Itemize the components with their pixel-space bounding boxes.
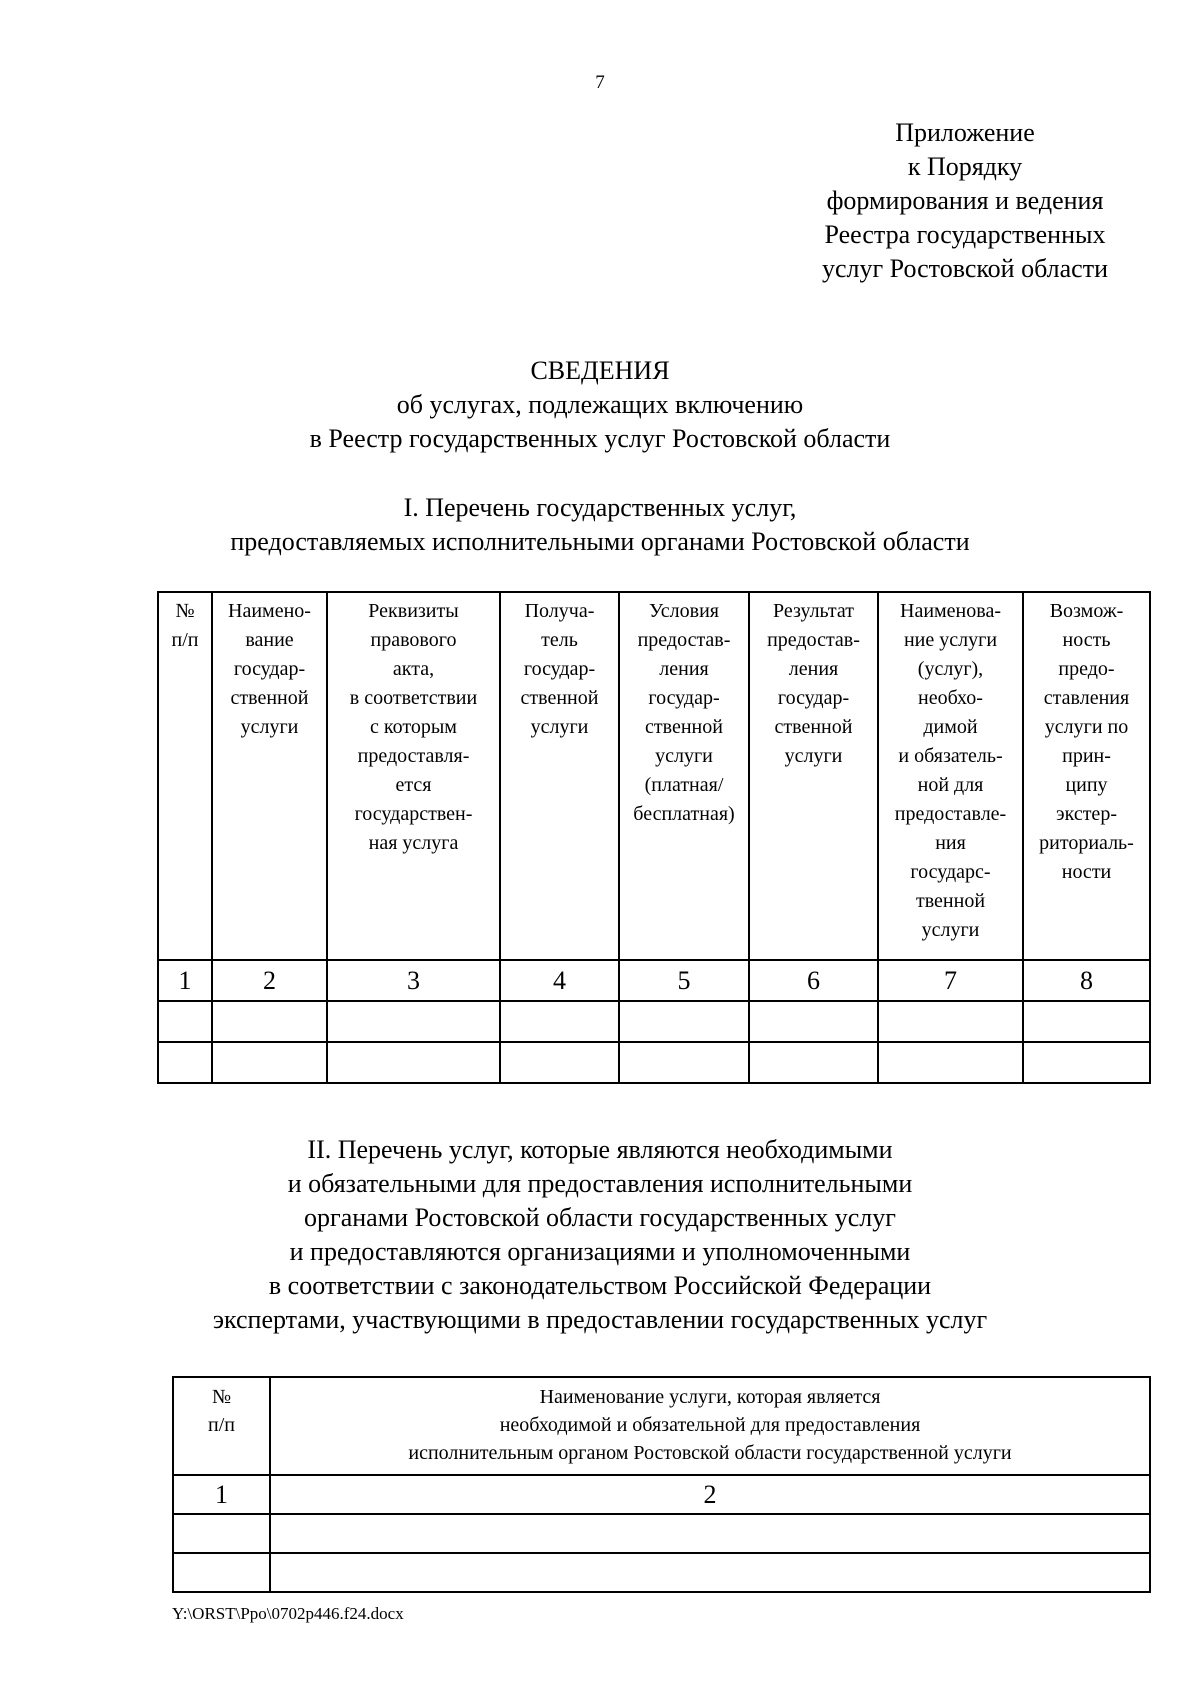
- column-header-line: в соответствии: [349, 687, 478, 709]
- section1-title-line: I. Перечень государственных услуг,: [403, 493, 797, 522]
- column-header-line: прин-: [1062, 745, 1111, 767]
- column-header-line: и обязатель-: [898, 745, 1003, 767]
- empty-cell: [327, 1001, 500, 1042]
- column-number-cell: 3: [327, 960, 500, 1001]
- column-header-line: Результат: [772, 600, 854, 622]
- column-header-line: необхо-: [918, 687, 983, 709]
- document-title: [0, 354, 1200, 456]
- section2-title-line: и обязательными для предоставления исполнительными: [287, 1169, 913, 1198]
- column-header: [327, 592, 500, 960]
- column-header-line: предоставля-: [357, 745, 470, 767]
- empty-cell: [749, 1042, 878, 1083]
- section1-column-number-row: [158, 960, 1150, 1001]
- empty-cell: [500, 1042, 619, 1083]
- column-header-line: ная услуга: [368, 832, 459, 854]
- empty-cell: [212, 1042, 327, 1083]
- column-header: [500, 592, 619, 960]
- column-header-line: (услуг),: [917, 658, 984, 680]
- empty-cell: [1023, 1001, 1150, 1042]
- section1-title: [0, 491, 1200, 559]
- column-header-line: ственной: [645, 716, 723, 738]
- column-header-line: тель: [541, 629, 578, 651]
- page-number: 7: [595, 72, 605, 93]
- column-number-cell: 8: [1023, 960, 1150, 1001]
- section2-column-number-row: [173, 1475, 1150, 1514]
- column-header-line: государ-: [233, 658, 306, 680]
- column-header-line: Наименование услуги, которая является: [539, 1386, 881, 1408]
- title-line: в Реестр государственных услуг Ростовской области: [309, 424, 891, 453]
- column-header-line: ется: [395, 774, 432, 796]
- empty-cell: [878, 1042, 1023, 1083]
- appendix-line: к Порядку: [907, 152, 1023, 181]
- empty-cell: [500, 1001, 619, 1042]
- column-header-line: ципу: [1065, 774, 1108, 796]
- appendix-block: [790, 116, 1140, 286]
- column-header-line: риториаль-: [1039, 832, 1134, 854]
- section2-title-line: и предоставляются организациями и уполномоченными: [289, 1237, 911, 1266]
- empty-cell: [619, 1042, 749, 1083]
- column-header-line: ственной: [520, 687, 599, 709]
- column-header-line: ности: [1061, 861, 1112, 883]
- appendix-line: формирования и ведения: [826, 186, 1104, 215]
- column-number-cell: 7: [878, 960, 1023, 1001]
- column-header-line: государствен-: [354, 803, 473, 825]
- column-header-line: бесплатная): [633, 803, 735, 825]
- column-header-line: ния: [935, 832, 966, 854]
- section2-table: [172, 1376, 1151, 1593]
- column-header: [749, 592, 878, 960]
- column-header-line: акта,: [392, 658, 435, 680]
- section1-header-row: [158, 592, 1150, 960]
- column-header-line: ления: [788, 658, 839, 680]
- empty-cell: [619, 1001, 749, 1042]
- column-header-line: экстер-: [1056, 803, 1117, 825]
- column-header: [212, 592, 327, 960]
- column-header-line: п/п: [171, 629, 199, 651]
- column-header-line: №: [211, 1386, 232, 1408]
- column-header-line: услуги: [530, 716, 589, 738]
- column-header: [619, 592, 749, 960]
- section2-title-line: органами Ростовской области государственных услуг: [304, 1203, 896, 1232]
- column-header-line: Наименова-: [900, 600, 1001, 622]
- section2-title: [0, 1133, 1200, 1337]
- table-row: [158, 1001, 1150, 1042]
- column-header-line: ной для: [917, 774, 984, 796]
- appendix-line: услуг Ростовской области: [822, 254, 1108, 283]
- column-header-line: предостав-: [767, 629, 860, 651]
- empty-cell: [158, 1042, 212, 1083]
- column-header-line: димой: [923, 716, 978, 738]
- column-header-line: необходимой и обязательной для предоставления: [499, 1414, 921, 1436]
- empty-cell: [173, 1514, 270, 1553]
- table-row: [158, 1042, 1150, 1083]
- title-line: об услугах, подлежащих включению: [396, 390, 804, 419]
- column-number-cell: 1: [158, 960, 212, 1001]
- empty-cell: [158, 1001, 212, 1042]
- appendix-line: Реестра государственных: [824, 220, 1106, 249]
- column-header-line: исполнительным органом Ростовской области государственной услуги: [408, 1442, 1012, 1464]
- column-header-line: Наимено-: [228, 600, 311, 622]
- column-header-line: государ-: [523, 658, 596, 680]
- column-header-line: с которым: [370, 716, 457, 738]
- column-number-cell: 5: [619, 960, 749, 1001]
- section2-title-line: в соответствии с законодательством Российской Федерации: [268, 1271, 932, 1300]
- column-header-line: ность: [1062, 629, 1111, 651]
- column-header-line: Возмож-: [1049, 600, 1124, 622]
- empty-cell: [173, 1553, 270, 1592]
- section1-title-line: предоставляемых исполнительными органами Ростовской области: [230, 527, 970, 556]
- column-header-line: Получа-: [524, 600, 595, 622]
- section2-title-line: экспертами, участвующими в предоставлении государственных услуг: [212, 1305, 988, 1334]
- column-header-line: ления: [659, 658, 709, 680]
- empty-cell: [878, 1001, 1023, 1042]
- column-header-line: вание: [245, 629, 294, 651]
- column-header-line: правового: [370, 629, 457, 651]
- column-header: [878, 592, 1023, 960]
- column-header-line: государ-: [648, 687, 720, 709]
- column-header-line: услуги по: [1044, 716, 1129, 738]
- empty-cell: [270, 1514, 1150, 1553]
- column-header-line: (платная/: [644, 774, 724, 796]
- title-line: СВЕДЕНИЯ: [530, 356, 670, 385]
- empty-cell: [327, 1042, 500, 1083]
- column-header-line: ние услуги: [903, 629, 998, 651]
- column-header-line: государ-: [777, 687, 850, 709]
- empty-cell: [212, 1001, 327, 1042]
- column-number-cell: 4: [500, 960, 619, 1001]
- section1-table: [157, 591, 1151, 1084]
- column-header-line: №: [175, 600, 195, 622]
- column-header-line: Реквизиты: [368, 600, 459, 622]
- column-header-line: услуги: [921, 919, 980, 941]
- column-header-line: услуги: [655, 745, 713, 767]
- column-header: [173, 1377, 270, 1475]
- column-header-line: государс-: [910, 861, 991, 883]
- column-header-line: ственной: [230, 687, 309, 709]
- section2-title-line: II. Перечень услуг, которые являются необходимыми: [307, 1135, 893, 1164]
- appendix-line: Приложение: [895, 118, 1035, 147]
- column-header-line: предостав-: [637, 629, 731, 651]
- column-header-line: п/п: [208, 1414, 235, 1436]
- column-number-cell: 6: [749, 960, 878, 1001]
- column-header-line: ставления: [1043, 687, 1130, 709]
- column-header-line: Условия: [649, 600, 719, 622]
- empty-cell: [270, 1553, 1150, 1592]
- table-row: [173, 1553, 1150, 1592]
- column-header-line: ственной: [774, 716, 853, 738]
- empty-cell: [1023, 1042, 1150, 1083]
- column-header-line: предоставле-: [894, 803, 1007, 825]
- column-header: [158, 592, 212, 960]
- column-number-cell: 2: [270, 1475, 1150, 1514]
- section2-header-row: [173, 1377, 1150, 1475]
- column-number-cell: 2: [212, 960, 327, 1001]
- column-header-line: твенной: [915, 890, 986, 912]
- empty-cell: [749, 1001, 878, 1042]
- footer-file-path: Y:\ORST\Ppo\0702p446.f24.docx: [172, 1604, 404, 1623]
- column-header: [270, 1377, 1150, 1475]
- table-row: [173, 1514, 1150, 1553]
- column-header: [1023, 592, 1150, 960]
- column-number-cell: 1: [173, 1475, 270, 1514]
- column-header-line: услуги: [784, 745, 843, 767]
- column-header-line: предо-: [1058, 658, 1115, 680]
- column-header-line: услуги: [240, 716, 299, 738]
